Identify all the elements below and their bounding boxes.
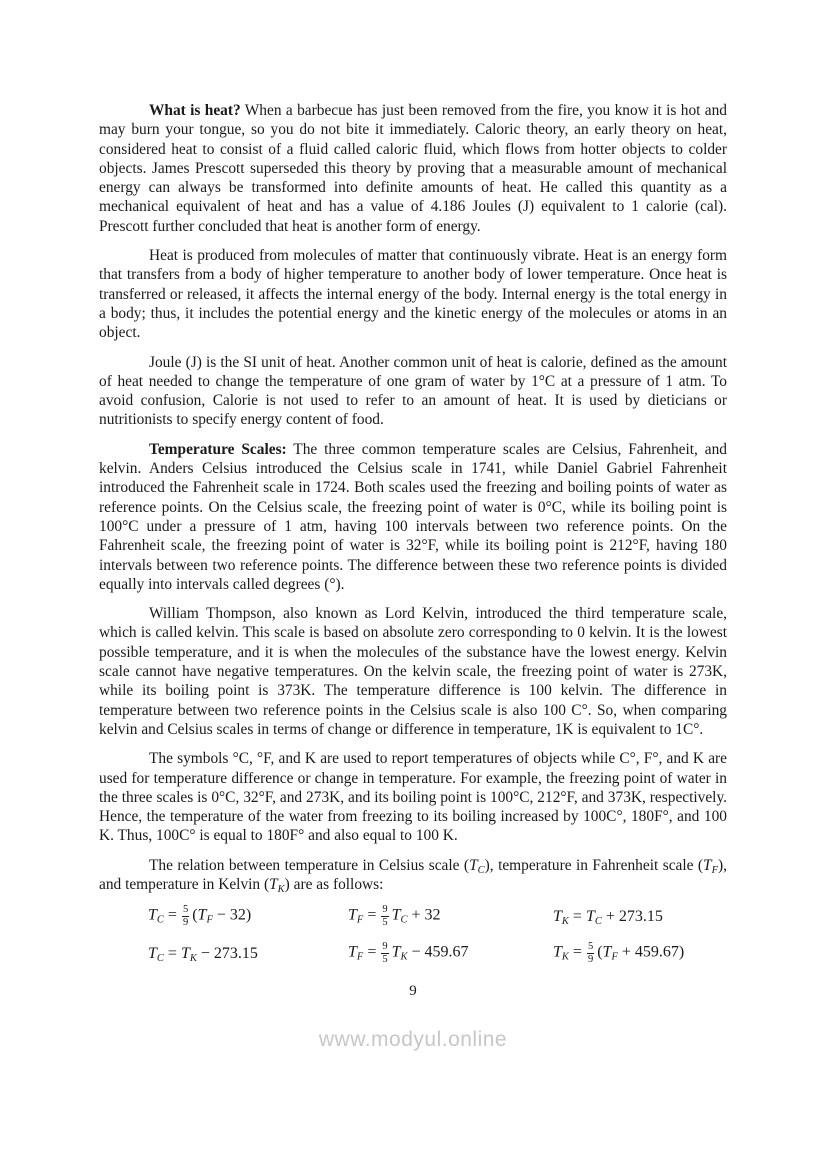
paragraph-text: The three common temperature scales are Celsius, Fahrenheit, and kelvin. Anders Celsius introduced the Celsius scale in 1741, while Daniel Gabriel Fahrenheit introduced the Fahrenheit scale in 1724. Both scales used the freezing and boiling points of water as reference points. On the Celsius scale, the freezing point of water is 0°C, while its boiling point is 100°C under a pressure of 1 atm, having 100 intervals between two reference points. On the Fahrenheit scale, the freezing point of water is 32°F, while its boiling point is 212°F, having 180 intervals between two reference points. The difference between these two reference points is divided equally into intervals called degrees (°). bbox=[99, 440, 727, 593]
math-variable: T bbox=[703, 856, 712, 874]
subscript: C bbox=[477, 864, 485, 876]
paragraph-lead: Temperature Scales: bbox=[149, 440, 287, 458]
subscript: C bbox=[594, 915, 602, 927]
math-variable: T bbox=[148, 944, 157, 962]
paragraph-text: Joule (J) is the SI unit of heat. Another common unit of heat is calorie, defined as the amount of heat needed to change the temperature of one gram of water by 1°C at a pressure of 1 atm. To avoid confusion, Calorie is not used to refer to an amount of heat. It is used by dieticians or nutritionists to specify energy content of food. bbox=[99, 353, 727, 429]
paragraph-conversion-relation bbox=[99, 856, 727, 895]
relation-text: The relation between temperature in Celsius scale ( bbox=[149, 856, 470, 874]
formula-row bbox=[148, 904, 727, 929]
paragraph-text: William Thompson, also known as Lord Kelvin, introduced the third temperature scale, which is called kelvin. This scale is based on absolute zero corresponding to 0 kelvin. It is the lowest possible temperature, and it is when the molecules of the substance have the lowest energy. Kelvin scale cannot have negative temperatures. On the kelvin scale, the freezing point of water is 273K, while its boiling point is 373K. The temperature difference is 100 kelvin. The difference in temperature between two reference points in the Celsius scale is also 100 C°. So, when comparing kelvin and Celsius scales in terms of change or difference in temperature, 1K is equivalent to 1C°. bbox=[99, 605, 727, 738]
paragraph-temperature-scales bbox=[99, 440, 727, 594]
conversion-formula: $T_F$ = $\frac{9}{5}$ $T_K - 459.67$ bbox=[348, 941, 469, 966]
paragraph-what-is-heat bbox=[99, 101, 727, 236]
math-variable: T bbox=[553, 907, 562, 925]
paragraph-heat-production bbox=[99, 246, 727, 342]
watermark: www.modyul.online bbox=[318, 1027, 508, 1051]
paragraph-lead: What is heat? bbox=[149, 102, 241, 119]
subscript: F bbox=[711, 864, 719, 876]
fraction: $\frac{5}{9}$ bbox=[182, 904, 189, 929]
math-variable: T bbox=[180, 944, 190, 962]
formula-row bbox=[148, 941, 727, 966]
subscript: C bbox=[156, 952, 164, 964]
conversion-formula: $T_C$ = $\frac{5}{9}$ $(T_F - 32)$ bbox=[148, 904, 252, 929]
math-variable: T bbox=[391, 906, 401, 924]
math-variable: T bbox=[391, 943, 401, 961]
conversion-formula: $T_C = T_K - 273.15$ bbox=[148, 944, 258, 964]
subscript: F bbox=[206, 914, 213, 926]
subscript: F bbox=[356, 914, 364, 926]
math-variable: T bbox=[348, 943, 357, 961]
paragraph-text: Heat is produced from molecules of matter that continuously vibrate. Heat is an energy form that transfers from a body of higher temperature to another body of lower temperature. Once heat is transferred or released, it affects the internal energy of the body. Internal energy is the total energy in a body; thus, it includes the potential energy and the kinetic energy of the molecules or atoms in an object. bbox=[99, 247, 727, 342]
subscript: C bbox=[400, 914, 408, 926]
relation-text: ) are as follows: bbox=[284, 875, 384, 893]
subscript: C bbox=[156, 914, 164, 926]
subscript: K bbox=[561, 915, 569, 927]
fraction: $\frac{5}{9}$ bbox=[587, 941, 594, 966]
subscript: K bbox=[277, 883, 285, 895]
math-variable: T bbox=[197, 906, 207, 924]
fraction: $\frac{9}{5}$ bbox=[382, 941, 388, 966]
paragraph-temperature-symbols bbox=[99, 749, 727, 845]
relation-text: ), and temperature in Kelvin ( bbox=[99, 856, 728, 893]
page-number: 9 bbox=[409, 982, 417, 999]
paragraph-joule-unit bbox=[99, 353, 727, 430]
subscript: K bbox=[189, 952, 197, 964]
subscript: K bbox=[400, 951, 408, 963]
math-variable: T bbox=[553, 943, 562, 961]
conversion-formula: $T_F$ = $\frac{9}{5}$ $T_C + 32$ bbox=[348, 904, 441, 929]
math-variable: T bbox=[269, 875, 278, 893]
fraction: $\frac{9}{5}$ bbox=[382, 904, 388, 929]
conversion-formula: $T_K = T_C + 273.15$ bbox=[553, 907, 663, 927]
math-variable: T bbox=[602, 943, 612, 961]
math-variable: T bbox=[148, 906, 157, 924]
paragraph-text: When a barbecue has just been removed from the fire, you know it is hot and may burn your tongue, so you do not bite it immediately. Caloric theory, an early theory on heat, considered heat to consist of a fluid called caloric fluid, which flows from hotter objects to colder objects. James Prescott superseded this theory by proving that a measurable amount of mechanical energy can always be transformed into definite amounts of heat. He called this quantity as a mechanical equivalent of heat and has a value of 4.186 Joules (J) equivalent to 1 calorie (cal). Prescott further concluded that heat is another form of energy. bbox=[99, 102, 728, 235]
relation-text: ), temperature in Fahrenheit scale ( bbox=[484, 856, 704, 874]
paragraph-text: The symbols °C, °F, and K are used to report temperatures of objects while C°, F°, and K are used for temperature difference or change in temperature. For example, the freezing point of water in the three scales is 0°C, 32°F, and 273K, and its boiling point is 100°C, 212°F, and 373K, respectively. Hence, the temperature of the water from freezing to its boiling increased by 100C°, 180F°, and 100 K. Thus, 100C° is equal to 180F° and also equal to 100 K. bbox=[99, 750, 727, 845]
math-variable: T bbox=[348, 906, 357, 924]
subscript: F bbox=[611, 951, 618, 963]
math-variable: T bbox=[469, 856, 478, 874]
paragraph-kelvin-scale bbox=[99, 604, 727, 739]
subscript: K bbox=[561, 951, 569, 963]
math-variable: T bbox=[585, 907, 595, 925]
subscript: F bbox=[356, 951, 364, 963]
conversion-formula: $T_K$ = $\frac{5}{9}$ $(T_F + 459.67)$ bbox=[553, 941, 685, 966]
